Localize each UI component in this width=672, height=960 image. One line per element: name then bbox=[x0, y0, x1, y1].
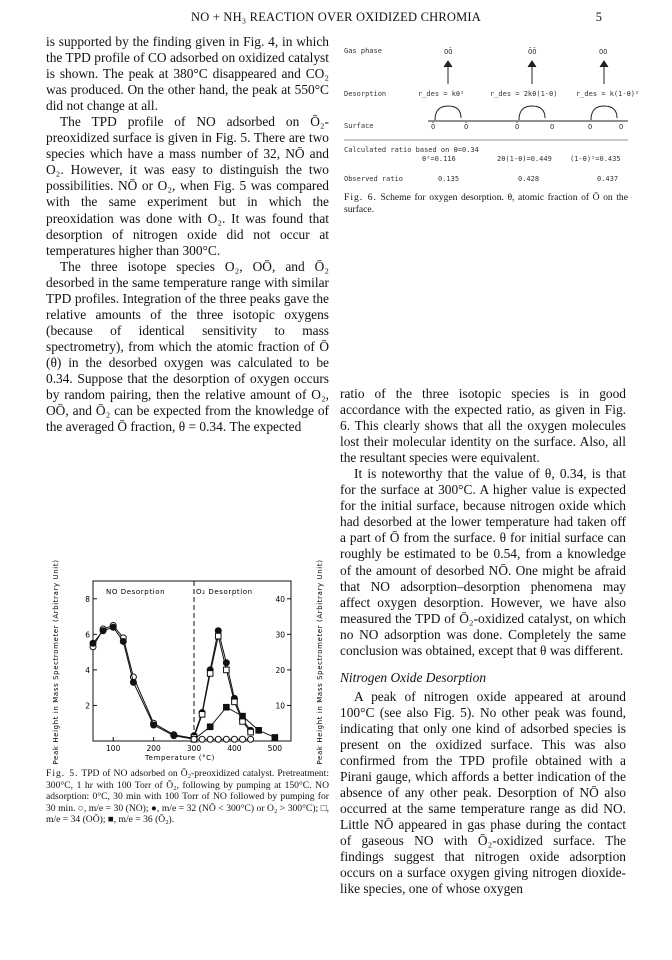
fig5-series-line bbox=[93, 627, 194, 739]
fig6-desorption-label: Desorption bbox=[344, 90, 387, 98]
fig6-surface-atom: O bbox=[550, 123, 555, 131]
fig6-rate: r_des = kθ² bbox=[418, 90, 465, 98]
figure-6 bbox=[340, 40, 640, 245]
right-column-text bbox=[340, 386, 626, 897]
paragraph: ratio of the three isotopic species is in good accordance with the expected ratio, as given in Fig. 6. This clearly shows that all the oxygen molecules lost their molecular identity on the surface. Also, all the resultant species were equivalent. bbox=[340, 386, 626, 466]
fig5-y-right-tick-label: 40 bbox=[275, 594, 285, 604]
fig5-xlabel: Temperature (°C) bbox=[144, 754, 216, 762]
fig5-point bbox=[171, 733, 177, 739]
fig5-point bbox=[248, 736, 254, 742]
fig6-rate: r_des = 2kθ(1-θ) bbox=[490, 90, 558, 98]
fig6-obs-label: Observed ratio bbox=[344, 175, 404, 183]
fig5-point bbox=[191, 736, 197, 742]
fig5-series-line bbox=[93, 625, 194, 738]
fig6-gas-species: ŌŌ bbox=[528, 48, 537, 56]
fig6-calc-label: Calculated ratio based on θ=0.34 bbox=[344, 146, 479, 154]
fig5-point bbox=[215, 633, 221, 639]
fig6-surface-label: Surface bbox=[344, 122, 374, 130]
paragraph: It is noteworthy that the value of θ, 0.34, is that for the surface at 300°C. A higher value is expected for the initial surface, because nitrogen oxide which had desorbed at the lower temperature had taken off a part of Ō from the surface. θ for initial surface can roughly be estimated to be 0.54, from a knowledge of the amount of desorbed NŌ. One might be afraid that NO adsorption–desorption phenomena may affect oxygen desorption. However, we have also measured the TPD of Ō₂-oxidized catalyst, on which no NO adsorption was done. Completely the same conclusion was obtained, except that θ was different. bbox=[340, 466, 626, 658]
fig5-series-line bbox=[194, 707, 275, 739]
fig6-rate: r_des = k(1-θ)² bbox=[576, 90, 640, 98]
fig5-point bbox=[231, 736, 237, 742]
paragraph: The three isotope species O₂, OŌ, and Ō₂ desorbed in the same temperature range with similar TPD profiles. Integration of the three peaks gave the relative amounts of the three isotopic oxygens (because of identical sensitivity to mass spectrometry), from which the atomic fraction of Ō (θ) in the desorbed oxygen was calculated to be 0.34. Suppose that the desorption of oxygen occurs by random pairing, then the relative amount of O₂, OŌ, and Ō₂ can be expected from the knowledge of the averaged Ō fraction, θ = 0.34. The expected bbox=[46, 258, 329, 435]
fig6-scheme bbox=[340, 40, 640, 190]
fig5-point bbox=[224, 667, 230, 673]
fig5-point bbox=[130, 679, 136, 685]
fig6-surface-atom: Ō bbox=[515, 123, 520, 131]
fig5-point bbox=[90, 640, 96, 646]
fig5-plot-frame bbox=[93, 581, 291, 741]
figure-5 bbox=[46, 559, 336, 826]
fig5-x-tick-label: 300 bbox=[186, 744, 202, 753]
fig5-point bbox=[224, 704, 230, 710]
fig5-chart bbox=[46, 559, 336, 778]
fig5-point bbox=[248, 729, 254, 735]
fig5-point bbox=[207, 724, 213, 730]
fig5-x-tick-label: 400 bbox=[227, 744, 242, 753]
fig6-caption-text: Scheme for oxygen desorption. θ, atomic fraction of Ō on the surface. bbox=[344, 192, 628, 215]
fig5-caption bbox=[46, 768, 329, 826]
fig5-point bbox=[199, 736, 205, 742]
fig5-point bbox=[240, 719, 246, 725]
left-column-text bbox=[46, 34, 329, 435]
fig6-obs-value: 0.428 bbox=[518, 175, 540, 183]
fig6-caption bbox=[344, 192, 628, 215]
fig5-x-tick-label: 500 bbox=[267, 744, 283, 753]
fig5-point bbox=[240, 736, 246, 742]
fig6-surface-atom: O bbox=[588, 123, 593, 131]
fig6-surface-atom: Ō bbox=[431, 123, 436, 131]
fig5-point bbox=[256, 728, 262, 734]
fig6-gas-label: Gas phase bbox=[344, 47, 382, 55]
fig5-ylabel-left: Peak Height in Mass Spectrometer (Arbitrary Unit) bbox=[52, 559, 60, 765]
fig5-point bbox=[215, 736, 221, 742]
fig5-region-label: O₂ Desorption bbox=[196, 588, 253, 596]
paragraph: The TPD profile of NO adsorbed on Ō₂-preoxidized surface is given in Fig. 5. There are two species which have a mass number of 32, NŌ and O₂. However, it was easy to distinguish the two possibilities. NŌ or O₂, when Fig. 5 was compared with the same experiment but in which the preoxidation was done with O₂. It was found that desorption of nitrogen oxide did not occur at temperatures higher than 300°C. bbox=[46, 114, 329, 258]
fig5-y-left-tick-label: 6 bbox=[85, 630, 90, 640]
fig5-y-right-tick-label: 10 bbox=[275, 701, 285, 711]
fig6-gas-species: OO bbox=[599, 48, 608, 56]
paragraph: A peak of nitrogen oxide appeared at around 100°C (see also Fig. 5). No other peak was found, indicating that only one kind of adsorbed species is present on the oxidized surface. This was also confirmed from the TPD profile obtained with a Pirani gauge, which affords a better indication of the absence of any other peak. Desorption of NŌ also occurred at the same temperature range as did NO. Little NŌ appeared in gas phase during the contact of gaseous NO with Ō₂-oxidized surface. The findings suggest that nitrogen oxide adsorption occurs on a surface oxygen giving nitrogen dioxide-like species, one of whose oxygen bbox=[340, 688, 626, 897]
section-heading: Nitrogen Oxide Desorption bbox=[340, 669, 487, 685]
fig5-y-right-tick-label: 20 bbox=[275, 665, 285, 675]
fig5-point bbox=[232, 699, 238, 705]
fig5-caption-text: TPD of NO adsorbed on Ō₂-preoxidized catalyst. Pretreatment: 300°C, 1 hr with 100 Torr of Ō₂, following by pumping at 150°C. NO adsorption: 0°C, 30 min with 100 Torr of NO followed by pumping for 30 min. ○, m/e = 30 (NO); ●, m/e = 32 (NŌ < 300°C) or O₂ > 300°C); □, m/e = 34 (OŌ); ■, m/e = 36 (Ō₂). bbox=[46, 768, 329, 826]
fig6-calc-value: (1-θ)²=0.435 bbox=[570, 155, 621, 163]
fig5-point bbox=[207, 736, 213, 742]
fig5-caption-lead: Fig. 5. bbox=[46, 768, 79, 779]
fig6-calc-value: 2θ(1-θ)=0.449 bbox=[497, 155, 552, 163]
paragraph: is supported by the finding given in Fig. 4, in which the TPD profile of CO adsorbed on oxidized catalyst is shown. The peak at 380°C disappeared and CO₂ was produced. On the other hand, the peak at 550°C did not change at all. bbox=[46, 34, 329, 114]
fig5-point bbox=[120, 638, 126, 644]
fig5-ylabel-right: Peak Height in Mass Spectrometer (Arbitrary Unit) bbox=[316, 559, 324, 765]
page-number: 5 bbox=[595, 10, 602, 24]
fig5-region-label: NO Desorption bbox=[106, 588, 166, 596]
fig6-surface-atom: Ō bbox=[464, 123, 469, 131]
fig5-x-tick-label: 100 bbox=[106, 744, 121, 753]
fig6-surface-atom: O bbox=[619, 123, 624, 131]
running-header: NO + NH₃ REACTION OVER OXIDIZED CHROMIA bbox=[190, 10, 482, 24]
fig6-obs-value: 0.437 bbox=[597, 175, 619, 183]
fig5-point bbox=[207, 671, 213, 677]
fig5-point bbox=[272, 735, 278, 741]
fig5-point bbox=[100, 628, 106, 634]
fig5-y-right-tick-label: 30 bbox=[275, 630, 285, 640]
fig6-gas-species: OŌ bbox=[444, 48, 453, 56]
fig5-point bbox=[199, 712, 205, 718]
fig6-caption-lead: Fig. 6. bbox=[344, 192, 377, 203]
fig5-point bbox=[240, 713, 246, 719]
fig5-point bbox=[151, 722, 157, 728]
fig5-point bbox=[110, 624, 116, 630]
fig5-y-left-tick-label: 2 bbox=[85, 701, 90, 711]
fig5-point bbox=[223, 736, 229, 742]
fig5-y-left-tick-label: 8 bbox=[85, 594, 90, 604]
fig6-calc-value: θ²=0.116 bbox=[422, 155, 456, 163]
fig5-x-tick-label: 200 bbox=[146, 744, 161, 753]
fig5-y-left-tick-label: 4 bbox=[85, 665, 90, 675]
fig6-obs-value: 0.135 bbox=[438, 175, 460, 183]
